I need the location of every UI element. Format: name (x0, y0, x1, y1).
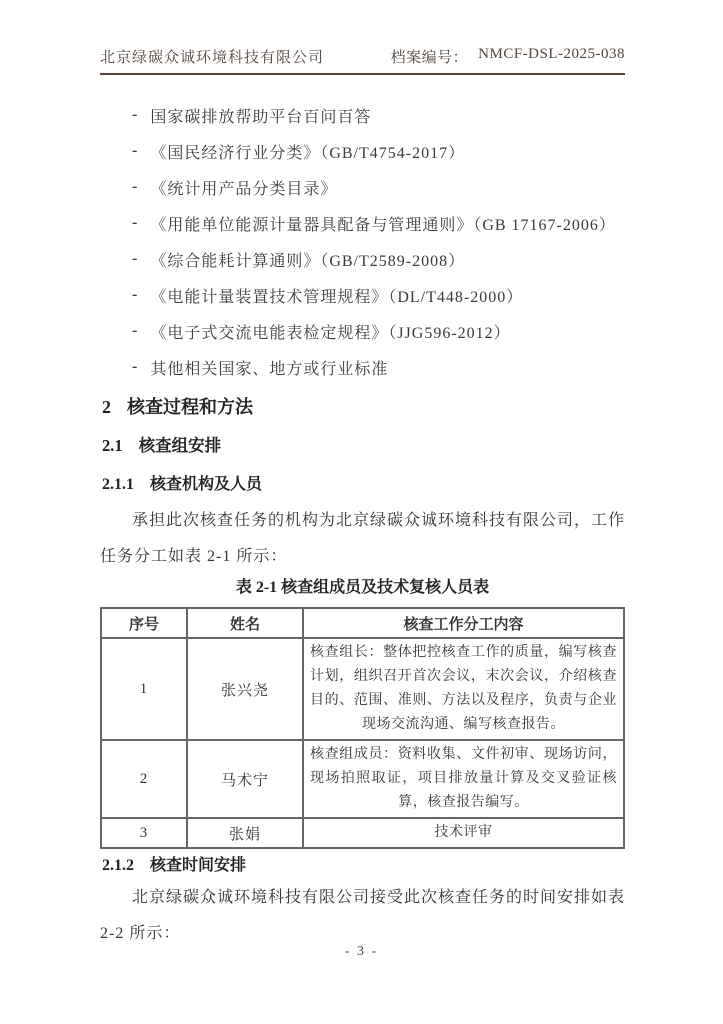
section-title: 核查组安排 (138, 436, 222, 455)
section-title: 核查过程和方法 (127, 397, 253, 417)
list-item-text: 《电子式交流电能表检定规程》（JJG596-2012） (150, 324, 511, 342)
column-header-duty: 核查工作分工内容 (303, 608, 624, 638)
header-file-number (391, 46, 625, 67)
body-paragraph: 承担此次核查任务的机构为北京绿碳众诚环境科技有限公司，工作任务分工如表 2-1 所示： (100, 512, 626, 565)
page-header (100, 46, 625, 75)
list-bullet: - (132, 214, 139, 231)
list-item-text: 其他相关国家、地方或行业标准 (150, 360, 389, 378)
list-item (132, 349, 625, 385)
table-row (101, 740, 624, 818)
list-bullet: - (132, 286, 139, 303)
page-number: - 3 - (344, 944, 379, 959)
list-item (132, 277, 625, 313)
cell-duty: 核查组成员：资料收集、文件初审、现场访问，现场拍照取证，项目排放量计算及交叉验证核算，核查报告编写。 (303, 740, 624, 818)
list-item-text: 国家碳排放帮助平台百问百答 (150, 108, 372, 126)
list-item (132, 313, 625, 349)
list-bullet: - (132, 358, 139, 375)
cell-index: 1 (101, 638, 187, 740)
section-title: 核查机构及人员 (150, 476, 263, 493)
table-header-row (101, 608, 624, 638)
column-header-index: 序号 (101, 608, 187, 638)
list-item (132, 169, 625, 205)
table-row (101, 818, 624, 848)
section-heading-2-1-1 (102, 474, 625, 495)
section-number: 2 (102, 397, 111, 417)
column-header-name: 姓名 (187, 608, 303, 638)
list-bullet: - (132, 250, 139, 267)
list-bullet: - (132, 178, 139, 195)
section-title: 核查时间安排 (150, 857, 247, 874)
list-item-text: 《统计用产品分类目录》 (150, 180, 338, 198)
list-item (132, 133, 625, 169)
cell-name: 张兴尧 (187, 638, 303, 740)
list-bullet: - (132, 322, 139, 339)
list-item-text: 《电能计量装置技术管理规程》（DL/T448-2000） (150, 288, 524, 306)
list-item-text: 《国民经济行业分类》（GB/T4754-2017） (150, 144, 466, 162)
cell-name: 张娟 (187, 818, 303, 848)
cell-duty: 核查组长：整体把控核查工作的质量，编写核查计划，组织召开首次会议，末次会议，介绍核查目的、范围、准则、方法以及程序，负责与企业现场交流沟通、编写核查报告。 (303, 638, 624, 740)
section-number: 2.1.1 (102, 476, 134, 493)
cell-duty: 技术评审 (303, 818, 624, 848)
section-heading-2-1 (102, 435, 625, 457)
list-item (132, 205, 625, 241)
file-number-value: NMCF-DSL-2025-038 (478, 46, 625, 62)
cell-name: 马术宁 (187, 740, 303, 818)
file-number-label: 档案编号： (390, 50, 469, 66)
section-number: 2.1.2 (102, 857, 134, 874)
table-row (101, 638, 624, 740)
section-number: 2.1 (102, 436, 123, 455)
list-item (132, 97, 625, 133)
list-item-text: 《用能单位能源计量器具配备与管理通则》（GB 17167-2006） (150, 216, 616, 234)
personnel-table (100, 607, 625, 849)
list-bullet: - (132, 106, 139, 123)
list-item (132, 241, 625, 277)
list-bullet: - (132, 142, 139, 159)
cell-index: 2 (101, 740, 187, 818)
reference-list (132, 97, 625, 385)
body-paragraph: 北京绿碳众诚环境科技有限公司接受此次核查任务的时间安排如表 2-2 所示： (100, 889, 626, 942)
table-caption: 表 2-1 核查组成员及技术复核人员表 (235, 579, 490, 596)
list-item-text: 《综合能耗计算通则》（GB/T2589-2008） (150, 252, 466, 270)
cell-index: 3 (101, 818, 187, 848)
section-heading-2-1-2 (102, 855, 625, 876)
section-heading-2 (102, 395, 625, 419)
header-company-name: 北京绿碳众诚环境科技有限公司 (100, 50, 325, 66)
